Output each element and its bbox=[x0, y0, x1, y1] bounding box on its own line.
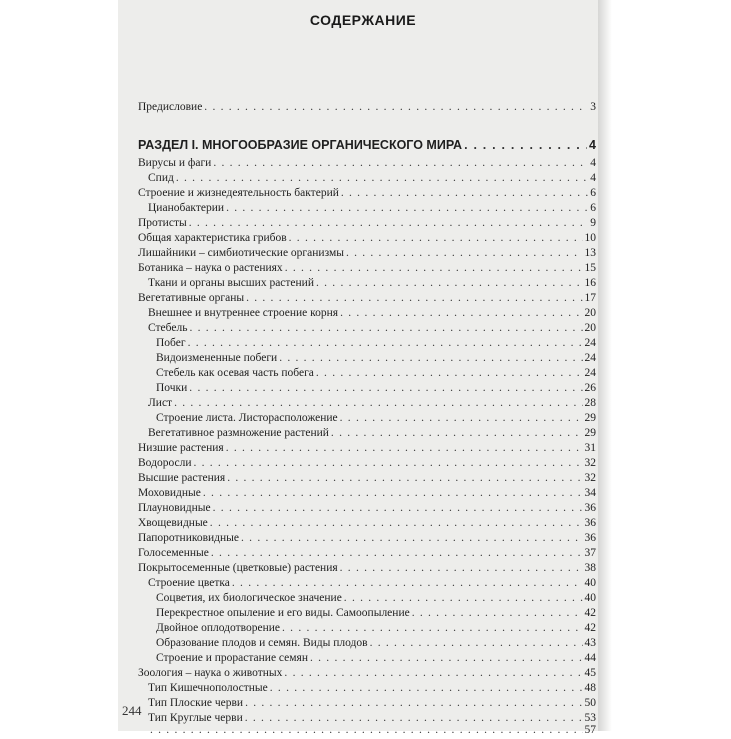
toc-entry-page: 36 bbox=[584, 517, 596, 529]
toc-entry-title: Почки bbox=[156, 382, 188, 394]
toc-entry-page: 24 bbox=[584, 352, 596, 364]
page-edge-shadow bbox=[598, 0, 612, 731]
toc-entry-page: 34 bbox=[584, 487, 596, 499]
leader-dots bbox=[241, 532, 582, 544]
toc-entry bbox=[138, 157, 596, 172]
leader-dots bbox=[210, 517, 583, 529]
toc-entry bbox=[138, 532, 596, 547]
toc-entry bbox=[138, 262, 596, 277]
toc-entry-page: 31 bbox=[584, 442, 596, 454]
leader-dots bbox=[341, 187, 588, 199]
leader-dots bbox=[193, 457, 582, 469]
leader-dots bbox=[227, 472, 582, 484]
toc-entry bbox=[138, 442, 596, 457]
toc-entry-title: Спид bbox=[148, 172, 174, 184]
toc-entry bbox=[156, 607, 596, 622]
toc-entry-page: 48 bbox=[584, 682, 596, 694]
toc-entry bbox=[156, 337, 596, 352]
toc-entry-title: РАЗДЕЛ I. МНОГООБРАЗИЕ ОРГАНИЧЕСКОГО МИРА bbox=[138, 138, 463, 152]
toc-entry-page: 40 bbox=[584, 577, 596, 589]
toc-entry bbox=[138, 232, 596, 247]
leader-dots bbox=[340, 412, 583, 424]
leader-dots bbox=[188, 337, 583, 349]
toc-entry bbox=[148, 322, 596, 337]
leader-dots bbox=[310, 652, 583, 664]
leader-dots bbox=[464, 138, 587, 152]
toc-entry-page: 24 bbox=[584, 367, 596, 379]
toc-entry-page: 43 bbox=[584, 637, 596, 649]
leader-dots bbox=[213, 157, 588, 169]
toc-entry-page: 57 bbox=[584, 724, 596, 736]
toc-entry-title: Плауновидные bbox=[138, 502, 211, 514]
toc-entry-title: Строение листа. Листорасположение bbox=[156, 412, 338, 424]
toc-entry bbox=[138, 487, 596, 502]
leader-dots bbox=[176, 172, 588, 184]
toc-entry bbox=[156, 382, 596, 397]
toc-entry-title: Тип Круглые черви bbox=[148, 712, 243, 724]
toc-entry bbox=[138, 292, 596, 307]
leader-dots bbox=[344, 592, 583, 604]
leader-dots bbox=[232, 577, 583, 589]
toc-entry bbox=[138, 562, 596, 577]
toc-entry-page: 32 bbox=[584, 457, 596, 469]
leader-dots bbox=[279, 352, 582, 364]
toc-entry-page: 13 bbox=[584, 247, 596, 259]
toc-entry-title: Стебель bbox=[148, 322, 188, 334]
toc-entry-page: 29 bbox=[584, 412, 596, 424]
page-number: 244 bbox=[122, 703, 142, 718]
toc-entry-title: Высшие растения bbox=[138, 472, 226, 484]
toc-entry-title: Общая характеристика грибов bbox=[138, 232, 287, 244]
leader-dots bbox=[285, 262, 583, 274]
toc-entry-page: 4 bbox=[589, 138, 596, 152]
toc-entry bbox=[148, 307, 596, 322]
toc-entry-title: Строение и жизнедеятельность бактерий bbox=[138, 187, 339, 199]
toc-entry-page: 9 bbox=[590, 217, 596, 229]
toc-entry bbox=[148, 427, 596, 442]
toc-entry-title: Низшие растения bbox=[138, 442, 224, 454]
leader-dots bbox=[282, 622, 582, 634]
leader-dots bbox=[331, 427, 583, 439]
toc-entry bbox=[138, 217, 596, 232]
toc-entry bbox=[148, 577, 596, 592]
toc-entry bbox=[148, 724, 596, 739]
toc-entry bbox=[156, 412, 596, 427]
toc-entry-title: Образование плодов и семян. Виды плодов bbox=[156, 637, 368, 649]
toc-entry-page: 6 bbox=[590, 202, 596, 214]
toc-entry-page: 53 bbox=[584, 712, 596, 724]
toc-entry-page: 36 bbox=[584, 532, 596, 544]
leader-dots bbox=[150, 724, 583, 736]
toc-entry-title: Ткани и органы высших растений bbox=[148, 277, 314, 289]
toc-entry-page: 36 bbox=[584, 502, 596, 514]
leader-dots bbox=[316, 277, 583, 289]
toc-entry-page: 38 bbox=[584, 562, 596, 574]
toc-entry-title: Тип Плоские черви bbox=[148, 697, 244, 709]
toc-entry-title: Хвощевидные bbox=[138, 517, 208, 529]
toc-entry-page: 15 bbox=[584, 262, 596, 274]
leader-dots bbox=[174, 397, 582, 409]
leader-dots bbox=[284, 667, 582, 679]
toc-entry-title: Вегетативные органы bbox=[138, 292, 245, 304]
toc-entry bbox=[138, 247, 596, 262]
toc-entry-title: Двойное оплодотворение bbox=[156, 622, 281, 634]
toc-entry bbox=[156, 367, 596, 382]
toc-entry-page: 32 bbox=[584, 472, 596, 484]
toc-entry bbox=[148, 697, 596, 712]
toc-entry-page: 6 bbox=[590, 187, 596, 199]
toc-entry bbox=[138, 457, 596, 472]
leader-dots bbox=[346, 247, 583, 259]
leader-dots bbox=[340, 307, 582, 319]
toc-entry bbox=[138, 667, 596, 682]
toc-entry-page: 4 bbox=[590, 157, 596, 169]
leader-dots bbox=[189, 322, 582, 334]
toc-entry-page: 40 bbox=[584, 592, 596, 604]
toc-entry-title: Ботаника – наука о растениях bbox=[138, 262, 283, 274]
toc-entry-page: 17 bbox=[584, 292, 596, 304]
leader-dots bbox=[189, 382, 582, 394]
toc-entry-title: Строение и прорастание семян bbox=[156, 652, 308, 664]
toc-entry-page: 3 bbox=[590, 101, 596, 113]
toc-entry-page: 4 bbox=[590, 172, 596, 184]
toc-entry-title: Лишайники – симбиотические организмы bbox=[138, 247, 344, 259]
toc-entry bbox=[148, 277, 596, 292]
leader-dots bbox=[412, 607, 583, 619]
leader-dots bbox=[211, 547, 583, 559]
toc-entry-page: 10 bbox=[584, 232, 596, 244]
toc-entry-title: Водоросли bbox=[138, 457, 192, 469]
leader-dots bbox=[226, 202, 588, 214]
toc-entry-page: 16 bbox=[584, 277, 596, 289]
toc-entry-page: 50 bbox=[584, 697, 596, 709]
toc-entry-page: 26 bbox=[584, 382, 596, 394]
toc-entry bbox=[138, 101, 596, 116]
book-page bbox=[118, 0, 608, 736]
leader-dots bbox=[203, 487, 583, 499]
leader-dots bbox=[204, 101, 588, 113]
leader-dots bbox=[270, 682, 583, 694]
toc-entry-title: Зоология – наука о животных bbox=[138, 667, 283, 679]
toc-entry-page: 42 bbox=[584, 607, 596, 619]
toc-entry-title: Цианобактерии bbox=[148, 202, 225, 214]
toc-entry-title: Протисты bbox=[138, 217, 187, 229]
toc-entry bbox=[138, 472, 596, 487]
toc-entry-title: Папоротниковидные bbox=[138, 532, 240, 544]
toc-entry-page: 37 bbox=[584, 547, 596, 559]
toc-entry-title: Моховидные bbox=[138, 487, 201, 499]
leader-dots bbox=[245, 697, 582, 709]
toc-section-heading bbox=[138, 138, 596, 153]
toc-entry-page: 28 bbox=[584, 397, 596, 409]
toc-entry bbox=[156, 352, 596, 367]
toc-entry bbox=[148, 682, 596, 697]
leader-dots bbox=[189, 217, 589, 229]
toc-entry-title: Тип Кишечнополостные bbox=[148, 682, 268, 694]
toc-entry-title: Соцветия, их биологическое значение bbox=[156, 592, 342, 604]
toc-entry bbox=[138, 187, 596, 202]
toc-entry bbox=[138, 547, 596, 562]
toc-entry-page: 45 bbox=[584, 667, 596, 679]
toc-entry-title: Лист bbox=[148, 397, 173, 409]
leader-dots bbox=[245, 712, 583, 724]
toc-entry bbox=[148, 202, 596, 217]
toc-entry bbox=[138, 517, 596, 532]
leader-dots bbox=[316, 367, 583, 379]
toc-entry-title: Строение цветка bbox=[148, 577, 230, 589]
toc-entry-title: Голосеменные bbox=[138, 547, 209, 559]
toc-entry-page: 29 bbox=[584, 427, 596, 439]
toc-entry-page: 44 bbox=[584, 652, 596, 664]
toc-entry-page: 20 bbox=[584, 322, 596, 334]
toc-entry bbox=[156, 622, 596, 637]
toc-entry bbox=[156, 592, 596, 607]
toc-entry bbox=[156, 637, 596, 652]
leader-dots bbox=[289, 232, 583, 244]
leader-dots bbox=[213, 502, 583, 514]
toc-entry-title: Внешнее и внутреннее строение корня bbox=[148, 307, 339, 319]
leader-dots bbox=[340, 562, 583, 574]
toc-entry bbox=[156, 652, 596, 667]
toc-entry-title: Видоизмененные побеги bbox=[156, 352, 278, 364]
leader-dots bbox=[246, 292, 582, 304]
toc-entry-page: 42 bbox=[584, 622, 596, 634]
toc-entry-title: Побег bbox=[156, 337, 186, 349]
toc-entry-page: 20 bbox=[584, 307, 596, 319]
toc-entry bbox=[148, 172, 596, 187]
toc-entry bbox=[138, 502, 596, 517]
toc-entry-title: Вирусы и фаги bbox=[138, 157, 212, 169]
page-title: СОДЕРЖАНИЕ bbox=[309, 12, 417, 28]
toc-entry-page: 24 bbox=[584, 337, 596, 349]
toc-entry-title: Предисловие bbox=[138, 101, 203, 113]
toc-entry-title: Стебель как осевая часть побега bbox=[156, 367, 314, 379]
leader-dots bbox=[226, 442, 583, 454]
leader-dots bbox=[370, 637, 583, 649]
toc-entry bbox=[148, 397, 596, 412]
toc-entry-title: Покрытосеменные (цветковые) растения bbox=[138, 562, 338, 574]
toc-entry-title: Вегетативное размножение растений bbox=[148, 427, 329, 439]
toc-entry-title: Перекрестное опыление и его виды. Самоопыление bbox=[156, 607, 410, 619]
